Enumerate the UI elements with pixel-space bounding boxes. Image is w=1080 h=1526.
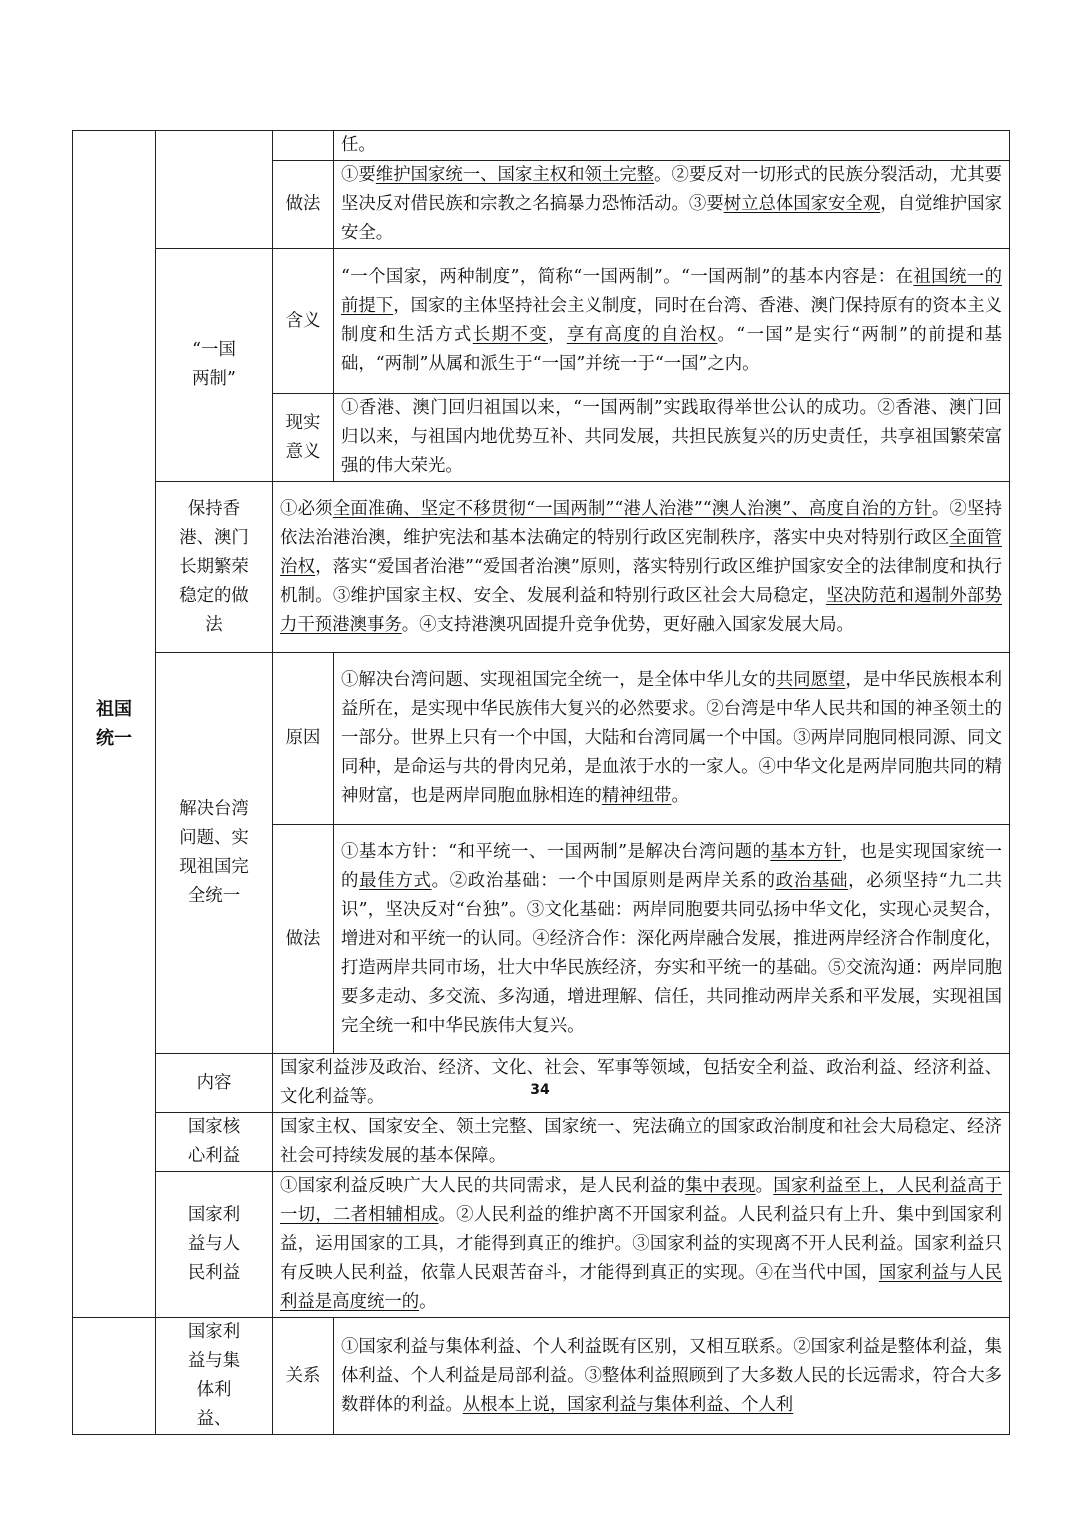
continued-text: 任。 bbox=[334, 131, 1010, 161]
label-jiti: 国家利益与集体利益、 bbox=[156, 1318, 273, 1435]
blank-label-cell bbox=[273, 131, 334, 161]
notes-table bbox=[72, 130, 1010, 1435]
label-yiyi: 现实意义 bbox=[273, 394, 334, 482]
section-title-reunification: 祖国统一 bbox=[73, 131, 156, 1318]
label-guanxi: 关系 bbox=[273, 1318, 334, 1435]
text-hexin: 国家主权、国家安全、领土完整、国家统一、宪法确立的国家政治制度和社会大局稳定、经济社会可持续发展的基本保障。 bbox=[273, 1113, 1010, 1172]
text-hanyi: “一个国家，两种制度”，简称“一国两制”。“一国两制”的基本内容是：在祖国统一的前提下，国家的主体坚持社会主义制度，同时在台湾、香港、澳门保持原有的资本主义制度和生活方式长期不变，享有高度的自治权。“一国”是实行“两制”的前提和基础，“两制”从属和派生于“一国”并统一于“一国”之内。 bbox=[334, 249, 1010, 394]
text-renmin: ①国家利益反映广大人民的共同需求，是人民利益的集中表现。国家利益至上，人民利益高于一切，二者相辅相成。②人民利益的维护离不开国家利益。人民利益只有上升、集中到国家利益，运用国家的工具，才能得到真正的维护。③国家利益的实现离不开人民利益。国家利益只有反映人民利益，依靠人民艰苦奋斗，才能得到真正的实现。④在当代中国，国家利益与人民利益是高度统一的。 bbox=[273, 1172, 1010, 1318]
text-yiyi: ①香港、澳门回归祖国以来，“一国两制”实践取得举世公认的成功。②香港、澳门回归以来，与祖国内地优势互补、共同发展，共担民族复兴的历史责任，共享祖国繁荣富强的伟大荣光。 bbox=[334, 394, 1010, 482]
text-zuofa-taiwan: ①基本方针：“和平统一、一国两制”是解决台湾问题的基本方针，也是实现国家统一的最佳方式。②政治基础：一个中国原则是两岸关系的政治基础，必须坚持“九二共识”，坚决反对“台独”。③文化基础：两岸同胞要共同弘扬中华文化，实现心灵契合，增进对和平统一的认同。④经济合作：深化两岸融合发展，推进两岸经济合作制度化，打造两岸共同市场，壮大中华民族经济，夯实和平统一的基础。⑤交流沟通：两岸同胞要多走动、多交流、多沟通，增进理解、信任，共同推动两岸关系和平发展，实现祖国完全统一和中华民族伟大复兴。 bbox=[334, 825, 1010, 1054]
label-hanyi: 含义 bbox=[273, 249, 334, 394]
text-zuofa-1: ①要维护国家统一、国家主权和领土完整。②要反对一切形式的民族分裂活动，尤其要坚决反对借民族和宗教之名搞暴力恐怖活动。③要树立总体国家安全观，自觉维护国家安全。 bbox=[334, 161, 1010, 249]
page-number: 34 bbox=[530, 1082, 550, 1098]
label-zuofa-taiwan: 做法 bbox=[273, 825, 334, 1054]
text-guanxi: ①国家利益与集体利益、个人利益既有区别，又相互联系。②国家利益是整体利益，集体利益、个人利益是局部利益。③整体利益照顾到了大多数人民的长远需求，符合大多数群体的利益。从根本上说，国家利益与集体利益、个人利 bbox=[334, 1318, 1010, 1435]
topic-one-country-two-systems: “一国两制” bbox=[156, 249, 273, 482]
label-yuanyin: 原因 bbox=[273, 653, 334, 825]
section2-blank bbox=[73, 1318, 156, 1435]
label-neirong: 内容 bbox=[156, 1054, 273, 1113]
text-neirong: 国家利益涉及政治、经济、文化、社会、军事等领域，包括安全利益、政治利益、经济利益、文化利益等。 bbox=[273, 1054, 1010, 1113]
blank-cell bbox=[156, 131, 273, 249]
label-renmin: 国家利益与人民利益 bbox=[156, 1172, 273, 1318]
topic-taiwan: 解决台湾问题、实现祖国完全统一 bbox=[156, 653, 273, 1054]
text-hk-macao: ①必须全面准确、坚定不移贯彻“一国两制”“港人治港”“澳人治澳”、高度自治的方针。②坚持依法治港治澳，维护宪法和基本法确定的特别行政区宪制秩序，落实中央对特别行政区全面管治权，落实“爱国者治港”“爱国者治澳”原则，落实特别行政区维护国家安全的法律制度和执行机制。③维护国家主权、安全、发展利益和特别行政区社会大局稳定，坚决防范和遏制外部势力干预港澳事务。④支持港澳巩固提升竞争优势，更好融入国家发展大局。 bbox=[273, 482, 1010, 653]
topic-hk-macao: 保持香港、澳门长期繁荣稳定的做法 bbox=[156, 482, 273, 653]
text-yuanyin: ①解决台湾问题、实现祖国完全统一，是全体中华儿女的共同愿望，是中华民族根本利益所在，是实现中华民族伟大复兴的必然要求。②台湾是中华人民共和国的神圣领土的一部分。世界上只有一个中国，大陆和台湾同属一个中国。③两岸同胞同根同源、同文同种，是命运与共的骨肉兄弟，是血浓于水的一家人。④中华文化是两岸同胞共同的精神财富，也是两岸同胞血脉相连的精神纽带。 bbox=[334, 653, 1010, 825]
label-zuofa-1: 做法 bbox=[273, 161, 334, 249]
label-hexin: 国家核心利益 bbox=[156, 1113, 273, 1172]
